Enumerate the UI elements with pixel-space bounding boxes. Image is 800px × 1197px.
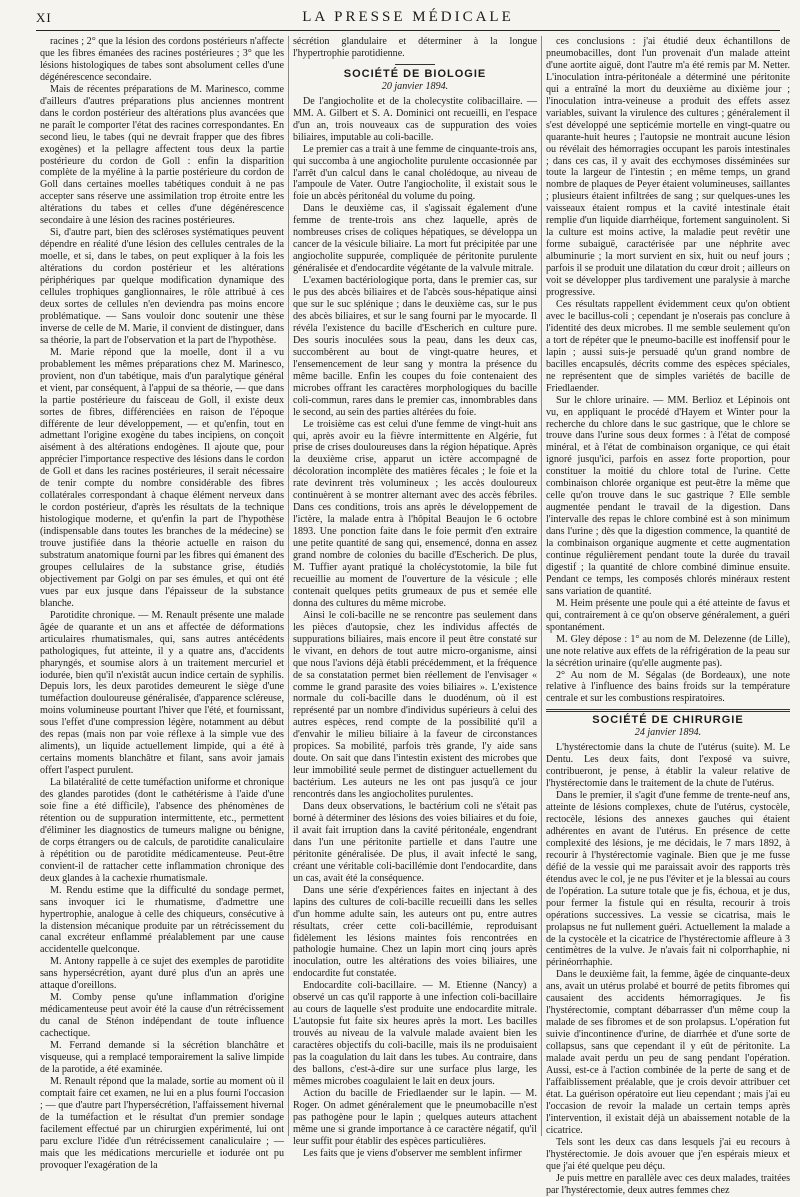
paragraph: Action du bacille de Friedlaender sur le lapin. — M. Roger. On admet généralement que le pneumobacille n'est pas pathogène pour le lapin ; quelques auteurs attachent même une si grande importance à ce caractère négatif, qu'il leur suffit pour établir des espèces particulières. <box>293 1087 537 1147</box>
column-3-body-a <box>546 36 790 705</box>
section-title-chirurgie: SOCIÉTÉ DE CHIRURGIE <box>546 709 790 727</box>
paragraph: Tels sont les deux cas dans lesquels j'ai eu recours à l'hystérectomie. Je dois avouer que j'en espérais mieux et que j'ai été quelque peu déçu. <box>546 1136 790 1172</box>
paragraph: Les faits que je viens d'observer me semblent infirmer <box>303 1147 522 1159</box>
paragraph: M. Marie répond que la moelle, dont il a vu probablement les mêmes préparations chez M. Marinesco, provient, non d'un tabétique, mais d'un paralytique général et vient, par conséquent, à l'appui de sa théorie, — que dans la partie postérieure du faisceau de Goll, il existe deux sortes de fibres, différenciées en raison de l'époque différente de leur développement, — et qu'enfin, tout en admettant l'origine exogène du tabes incipiens, on conçoit aisément à des altérations endogènes. Il ajoute que, pour apprécier l'importance respective des lésions dans le cordon de Goll et dans les racines postérieures, il serait nécessaire de tenir compte du nombre considérable des fibres collatérales correspondant à chaque élément nerveux dans le cordon postérieur, d'après les résultats de la technique histologique moderne, et qu'enfin la part de l'hypothèse (indispensable dans toutes les branches de la médecine) se trouve justifiée dans la théorie actuelle en raison du substratum anatomique fourni par les fibres qui émanent des groupes cellulaires de la substance grise, étudiés objectivement par Golgi on par ses émules, et qui ont été vues par eux jusque dans l'épaisseur de la substance blanche. <box>40 346 284 609</box>
paragraph: M. Antony rappelle à ce sujet des exemples de parotidite sans hypersécrétion, ayant duré plus d'un an après une attaque d'oreillons. <box>40 956 284 992</box>
section-date: 20 janvier 1894. <box>381 80 449 92</box>
column-3 <box>546 36 790 1196</box>
paragraph: Mais de récentes préparations de M. Marinesco, comme d'ailleurs d'autres préparations plus anciennes montrent dans le cordon postérieur des altérations plus avancées que ne paraît le comporter l'état des racines correspondantes. En second lieu, le tabes (qui ne devrait frapper que des fibres exogènes) et la pellagre affectent tous deux la partie postérieure du cordon de Goll : enfin la disparition complète de la myéline à la partie postérieure du cordon de Goll dans certaines moelles tabétiques conduit à ne pas accepter sans réserve une assimilation trop étroite entre les altérations du tabes et celles d'une dégénérescence secondaire à une lésion des racines postérieures. <box>40 83 284 227</box>
paragraph: M. Gley dépose : 1° au nom de M. Delezenne (de Lille), une note relative aux effets de la réfrigération de la peau sur la sécrétion urinaire (qu'elle augmente pas). <box>546 633 790 669</box>
paragraph: Dans le deuxième cas, il s'agissait également d'une femme de trente-trois ans chez laquelle, après de nombreuses crises de coliques hépatiques, se développa un cancer de la vésicule biliaire. La mort fut précipitée par une angiocholite suppurée, compliquée de péritonite purulente généralisée et d'endocardite végétante de la valvule mitrale. <box>293 203 537 275</box>
page-number: XI <box>36 10 52 25</box>
paragraph: M. Heim présente une poule qui a été atteinte de favus et qui, contrairement à ce qu'on observe généralement, a guéri spontanément. <box>546 597 790 633</box>
text-columns <box>40 36 795 1196</box>
paragraph: Dans le deuxième fait, la femme, âgée de cinquante-deux ans, avait un utérus prolabé et bourré de petits fibromes qui causaient des accidents hémorragiques. Je fis l'hystérectomie, comptant débarrasser d'un même coup la malade de ses fibromes et de son prolapsus. L'opération fut suivie d'incontinence d'urine, de diarrhée et d'une sorte de collapsus, sans que cependant il y eût de péritonite. La malade avait perdu un peu de sang pendant l'opération. Aussi, est-ce à l'action combinée de la perte de sang et de l'affaiblissement préalable, que je crois devoir attribuer cet état. La guérison opératoire eut lieu cependant ; mais j'ai eu l'occasion de revoir la malade un certain temps après l'intervention, il existait déjà un abaissement notable de la cicatrice. <box>546 969 790 1136</box>
paragraph: La bilatéralité de cette tuméfaction uniforme et chronique des glandes parotides (dont le cathétérisme à l'aide d'une soie fine a été difficile), l'absence des phénomènes de rétention ou de suppuration intermittente, etc., permettent d'éliminer les diagnostics de tumeurs maligne ou bénigne, de corps étrangers ou de calculs, de parotidite canaliculaire à répétition ou de parotidite médicamenteuse. Peut-être convient-il de rattacher cette inflammation chronique des deux glandes à la cachexie rhumatismale. <box>40 777 284 884</box>
paragraph: M. Renault répond que la malade, sortie au moment où il comptait faire cet examen, ne lui en a plus fourni l'occasion ; — que d'autre part l'hypersécrétion, l'affaissement hivernal de la tuméfaction et le résultat d'un premier sondage facilement effectué par un chirurgien expérimenté, lui ont paru exclure l'idée d'un rétrécissement canaliculaire ; — mais que les médications mercurielle et iodurée ont pu provoquer l'exagération de la <box>40 1075 284 1171</box>
paragraph: L'examen bactériologique porta, dans le premier cas, sur le pus des abcès biliaires et de l'abcès sous-hépatique ainsi que sur le suc splénique ; dans le deuxième cas, sur le pus des abcès biliaires, et sur le sang fourni par le myocarde. Il révéla l'existence du bacille d'Escherich en culture pure. Des souris inoculées sous la peau, dans les deux cas, succombèrent au bout de vingt-quatre heures, et l'ensemencement de leur sang y montra la présence du même bacille. Enfin les coupes du foie contenaient des microbes offrant les caractères morphologiques du bacille coli-commun, rares dans le premier cas, innombrables dans le second, au sein des parties altérées du foie. <box>293 275 537 418</box>
paragraph: Ainsi le coli-bacille ne se rencontre pas seulement dans les pièces d'autopsie, chez les individus affectés de suppurations biliaires, mais encore il peut être constaté sur le vivant, en dehors de tout autre micro-organisme, ainsi que nous l'avions déjà établi précédemment, et la fréquence de sa constatation permet bien réellement de l'envisager « comme le grand parasite des voies biliaires ». L'existence normale du coli-bacille dans le duodénum, où il est représenté par un nombre d'individus supérieurs à celui des autres espèces, rend compte de la possibilité qu'il a d'envahir le milieu biliaire à la faveur de circonstances propices. Sa mobilité, parfois très grande, l'y aide sans doute. On sait que dans l'intestin existent des microbes que leur immobilité seule permet de distinguer actuellement du bactérium. Les auteurs ne les ont pas jusqu'à ce jour rencontrés dans les angiocholites purulentes. <box>293 609 537 801</box>
section-title-biologie: SOCIÉTÉ DE BIOLOGIE <box>343 67 487 80</box>
paragraph: M. Ferrand demande si la sécrétion blanchâtre et visqueuse, qui a remplacé temporairement la salive limpide de la parotide, a été examinée. <box>40 1040 284 1075</box>
journal-title: LA PRESSE MÉDICALE <box>302 9 514 25</box>
paragraph: De l'angiocholite et de la cholecystite colibacillaire. — MM. A. Gilbert et S. A. Dominici ont recueilli, en l'espace d'un an, trois nouveaux cas de suppuration des voies biliaires, imputable au coli-bacille. <box>293 95 537 143</box>
paragraph: racines ; 2° que la lésion des cordons postérieurs n'affecte que les fibres émanées des racines postérieures ; 3° que les lésions histologiques de tabes sont absolument celles d'une dégénérescence secondaire. <box>40 36 284 83</box>
paragraph: Dans le premier, il s'agit d'une femme de trente-neuf ans, atteinte de lésions complexes, chute de l'utérus, cystocèle, rectocèle, lésions des annexes gauches qui étaient adhérentes en avant de l'utérus. En présence de cette complexité des lésions, je me décidais, le 7 mars 1892, à recourir à l'hystérectomie vaginale. Bien que je me fusse défié de la vessie qui me paraissait avoir des rapports très étendus avec le col, je ne pus l'éviter et je la blessai au cours de l'opération. La suture totale que je fis, échoua, et je dus, pour fermer la fistule qui en résulta, recourir à trois opérations successives. La vessie se cicatrisa, mais le prolapsus ne fut nullement guéri. Actuellement la malade a de la cystocèle et la cicatrice de l'hystérectomie affleure à 3 centimètres de la vulve. Je n'avais fait ni colporrhaphie, ni périnéorrhaphie. <box>546 790 790 969</box>
paragraph: M. Comby pense qu'une inflammation d'origine médicamenteuse peut avoir été la cause d'un rétrécissement du canal de Sténon indépendant de toute influence cachectique. <box>40 992 284 1040</box>
section-date: 24 janvier 1894. <box>634 727 702 739</box>
paragraph: Je puis mettre en parallèle avec ces deux malades, traitées par l'hystérectomie, deux autres femmes chez <box>546 1172 790 1196</box>
paragraph: Ces résultats rappellent évidemment ceux qu'on obtient avec le bacillus-coli ; cependant je n'oserais pas conclure à l'identité des deux microbes. Il me semble seulement qu'on a tort de répéter que le pneumo-bacille est inoffensif pour le lapin ; aussi suis-je persuadé qu'un grand nombre de bacilles encapsulés, décrits comme des espèces spéciales, ne représentent que de simples variétés de bacille de Friedlaender. <box>546 298 790 394</box>
column-2 <box>293 36 538 1159</box>
paragraph: Le troisième cas est celui d'une femme de vingt-huit ans qui, après avoir eu la fièvre intermittente en Algérie, fut prise de crises douloureuses dans la région hépatique. Après la deuxième crise, apparut un ictère accompagné de décoloration incomplète des matières fécales ; le foie et la rate devinrent très volumineux ; les accès douloureux continuèrent à se montrer alternant avec des accès fébriles. Dans ces conditions, trois ans après le développement de l'ictère, la malade entra à l'hôpital Beaujon le 6 octobre 1893. Une ponction faite dans le foie permit d'en extraire une petite quantité de sang qui, ensemencé, donna en assez grand nombre de colonies du bacille d'Escherich. De plus, M. Tuffier ayant pratiqué la cholécystotomie, la bile fut recueillie au moment de l'ouverture de la vésicule ; elle contenait quelques petits grumeaux de pus et semée elle donna des cultures du même microbe. <box>293 418 537 609</box>
paragraph: Le premier cas a trait à une femme de cinquante-trois ans, qui succomba à une angiocholite purulente occasionnée par l'arrêt d'un calcul dans le canal cholédoque, au niveau de l'ampoule de Vater. Outre l'angiocholite, il existait sous le foie un abcès péritonéal du volume du poing. <box>293 143 538 203</box>
column-divider <box>288 36 289 1136</box>
column-1 <box>40 36 284 1171</box>
paragraph: sécrétion glandulaire et déterminer à la longue l'hypertrophie parotidienne. <box>293 36 537 59</box>
paragraph: Dans deux observations, le bactérium coli ne s'était pas borné à déterminer des lésions des voies biliaires et du foie, il avait fait irruption dans la cavité péritonéale, engendrant dans l'un une péritonite partielle et dans l'autre une péritonite généralisée. De plus, il avait infecté le sang, créant une véritable coli-bacillémie dont l'endocardite, dans un cas, avait été la conséquence. <box>293 801 537 884</box>
paragraph: 2° Au nom de M. Ségalas (de Bordeaux), une note relative à l'influence des bains froids sur la température centrale et sur les combustions respiratoires. <box>546 669 790 705</box>
column-3-body-b <box>546 742 790 1196</box>
paragraph: ces conclusions : j'ai étudié deux échantillons de pneumobacilles, dont l'un provenait d'un malade atteint d'une aortite aiguë, dont l'autre m'a été remis par M. Netter. L'inoculation intra-péritonéale a déterminé une péritonite qui a entraîné la mort du deuxième au dixième jour ; l'inoculation intra-veineuse a produit des effets assez variables, suivant la virulence des cultures ; généralement il s'est développé une septicémie mortelle en vingt-quatre ou quarante-huit heures ; l'autopsie ne montrait aucune lésion ou révélait des hémorragies occupant les parois intestinales ; dans ces cas, il y avait des ecchymoses disséminées sur toute la largeur de l'intestin ; en même temps, un grand nombre de plaques de Peyer étaient volumineuses, saillantes ; plusieurs étaient infiltrées de sang ; sur quelques-unes les vaisseaux étaient rompus et la cavité intestinale était remplie d'un liquide diarrhéique, fortement sanguinolent. Si la culture est moins active, la maladie peut revêtir une forme subaiguë, caractérisée par une néphrite avec albuminurie ; la mort survient en six, huit ou neuf jours ; parfois il se produit une dilatation du cœur droit ; ailleurs on voit se développer plus tardivement une paralysie à marche progressive. <box>546 36 790 299</box>
page-header <box>36 8 780 31</box>
paragraph: Dans une série d'expériences faites en injectant à des lapins des cultures de coli-bacille recueilli dans les selles d'un homme adulte sain, les auteurs ont pu, entre autres résultats, créer cette coli-bacillémie, reproduisant fidèlement les lésions maintes fois rencontrées en pathologie humaine. Chez un lapin mort cinq jours après inoculation, outre les altérations des voies biliaires, une endocardite fut constatée. <box>293 884 537 980</box>
column-divider <box>541 36 542 1136</box>
paragraph: Sur le chlore urinaire. — MM. Berlioz et Lépinois ont vu, en appliquant le procédé d'Hayem et Winter pour la recherche du chlore dans le suc gastrique, que le chlore se trouve dans l'urine sous deux formes : à l'état de composé minéral, et à l'état de combinaison organique, ce qui était ignoré jusqu'ici, parfois en assez forte proportion, pour constituer la moitié du chlore total de l'urine. Cette combinaison chlorée organique est peut-être la même que celle qu'on trouve dans le suc gastrique ? Elle semble augmentée pendant le travail de la digestion. Dans l'intervalle des repas le chlore combiné est à son minimum dans l'urine ; dès que la digestion commence, la quantité de la combinaison organique augmente et cette augmentation continue régulièrement pendant toute la durée du travail digestif ; la quantité de chlore combiné diminue ensuite. Pendant ce temps, les composés chlorés minéraux restent sans variation de quantité. <box>546 394 790 597</box>
paragraph: M. Rendu estime que la difficulté du sondage permet, sans invoquer ici le rhumatisme, d'admettre une hypertrophie, analogue à celle des chiqueurs, consécutive à la distension mécanique produite par un rétrécissement du canal excréteur enflammé préalablement par une cause accidentelle quelconque. <box>40 884 284 956</box>
column-2-body <box>293 96 537 1160</box>
paragraph: L'hystérectomie dans la chute de l'utérus (suite). M. Le Dentu. Les deux faits, dont l'exposé va suivre, contribueront, je pense, à établir la valeur relative de l'hystérectomie dans le traitement de la chute de l'utérus. <box>546 742 790 790</box>
paragraph: Parotidite chronique. — M. Renault présente une malade âgée de quarante et un ans et affectée de déformations articulaires rhumatismales, qui, sans autres antécédents pathologiques, fut atteinte, il y a quatre ans, d'accidents pharyngés, et soumise alors à un traitement mercuriel et iodurée, bien qu'il n'existât aucun indice certain de syphilis. Depuis lors, les deux parotides demeurent le siège d'une tuméfaction douloureuse généralisée, d'apparence scléreuse, moins volumineuse pourtant l'hiver que l'été, et fournissant, sous l'effet d'une compression légère, notamment au début des repas (mais non par voie réflexe à la simple vue des aliments), un liquide actuellement limpide, qui a été à certains moments blanchâtre et filant, sans avoir jamais offert l'aspect purulent. <box>40 609 284 777</box>
divider <box>395 64 435 65</box>
paragraph: Endocardite coli-bacillaire. — M. Etienne (Nancy) a observé un cas qu'il rapporte à une infection coli-bacillaire au cours de laquelle s'est produite une endocardite mitrale. L'autopsie fut faite six heures après la mort. Les bacilles trouvés au niveau de la valvule malade avaient bien les caractères objectifs du coli-bacille, mais ils ne produisaient pas la coagulation du lait dans les tubes. Au contraire, dans des ballons, c'est-à-dire sur une surface plus large, les mêmes microbes coagulaient le lait en deux jours. <box>293 980 537 1087</box>
paragraph: Si, d'autre part, bien des scléroses systématiques peuvent dépendre en réalité d'une lésion des cellules centrales de la moelle, et si, dans le tabes, on peut expliquer à la fois les altérations du cordon postérieur et les altérations périphériques par quelque modification dynamique des cellules trophiques ganglionnaires, le rôle attribué à ces deux sortes de cellules n'en deviendra pas moins encore problématique. — Sans vouloir donc soutenir une thèse inverse de celle de M. Marie, il convient de distinguer, dans sa théorie, la part de l'observation et la part de l'hypothèse. <box>40 227 284 346</box>
